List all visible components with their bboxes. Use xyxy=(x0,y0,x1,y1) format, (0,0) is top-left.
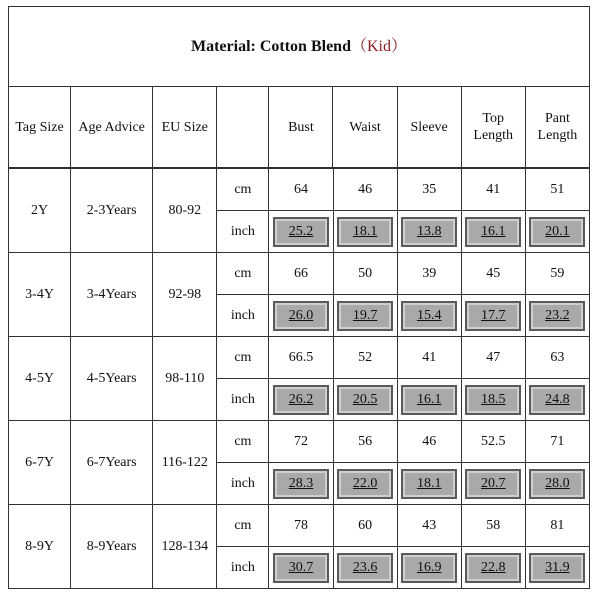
inch-pant-value: 31.9 xyxy=(529,553,585,583)
inch-waist-cell xyxy=(333,295,397,337)
header-eu-size: EU Size xyxy=(153,87,217,168)
size-table xyxy=(8,6,590,168)
inch-bust-cell xyxy=(269,547,333,589)
unit-cm-cell: cm xyxy=(217,337,269,379)
age-advice-cell: 8-9Years xyxy=(71,505,153,589)
inch-waist-cell xyxy=(333,463,397,505)
eu-size-cell: 92-98 xyxy=(153,253,217,337)
inch-waist-value: 22.0 xyxy=(337,469,393,499)
header-pant-length: Pant Length xyxy=(525,87,589,168)
tag-size-cell: 6-7Y xyxy=(9,421,71,505)
inch-waist-cell xyxy=(333,547,397,589)
cm-waist-cell: 56 xyxy=(333,421,397,463)
inch-bust-cell xyxy=(269,295,333,337)
inch-top-value: 22.8 xyxy=(465,553,521,583)
unit-cm-cell: cm xyxy=(217,421,269,463)
unit-cm-cell: cm xyxy=(217,253,269,295)
cm-waist-cell: 60 xyxy=(333,505,397,547)
title-paren-close: ） xyxy=(390,38,407,55)
inch-bust-cell xyxy=(269,463,333,505)
header-top-length: Top Length xyxy=(461,87,525,168)
unit-inch-cell: inch xyxy=(217,547,269,589)
inch-bust-cell xyxy=(269,211,333,253)
inch-pant-value: 23.2 xyxy=(529,301,585,331)
title-paren-open: （ xyxy=(350,38,367,55)
inch-top-cell xyxy=(461,211,525,253)
table-title xyxy=(9,7,590,87)
inch-sleeve-cell xyxy=(397,211,461,253)
inch-sleeve-value: 13.8 xyxy=(401,217,457,247)
tag-size-cell: 3-4Y xyxy=(9,253,71,337)
cm-bust-cell: 78 xyxy=(269,505,333,547)
size-rows xyxy=(8,168,590,589)
inch-top-cell xyxy=(461,379,525,421)
unit-inch-cell: inch xyxy=(217,463,269,505)
inch-sleeve-value: 16.1 xyxy=(401,385,457,415)
cm-top-cell: 47 xyxy=(461,337,525,379)
eu-size-cell: 116-122 xyxy=(153,421,217,505)
inch-pant-cell xyxy=(525,463,589,505)
table-row-cm xyxy=(9,253,590,295)
cm-top-cell: 52.5 xyxy=(461,421,525,463)
table-row-cm xyxy=(9,169,590,211)
inch-top-cell xyxy=(461,463,525,505)
header-unit xyxy=(217,87,269,168)
cm-top-cell: 41 xyxy=(461,169,525,211)
eu-size-cell: 128-134 xyxy=(153,505,217,589)
inch-bust-value: 26.0 xyxy=(273,301,329,331)
header-bust: Bust xyxy=(269,87,333,168)
unit-cm-cell: cm xyxy=(217,505,269,547)
table-row-cm xyxy=(9,505,590,547)
inch-bust-value: 25.2 xyxy=(273,217,329,247)
cm-pant-cell: 59 xyxy=(525,253,589,295)
inch-sleeve-cell xyxy=(397,295,461,337)
cm-sleeve-cell: 43 xyxy=(397,505,461,547)
inch-top-value: 18.5 xyxy=(465,385,521,415)
inch-pant-cell xyxy=(525,211,589,253)
inch-waist-cell xyxy=(333,379,397,421)
inch-sleeve-value: 18.1 xyxy=(401,469,457,499)
inch-sleeve-cell xyxy=(397,547,461,589)
cm-sleeve-cell: 46 xyxy=(397,421,461,463)
age-advice-cell: 3-4Years xyxy=(71,253,153,337)
inch-bust-value: 30.7 xyxy=(273,553,329,583)
inch-sleeve-value: 16.9 xyxy=(401,553,457,583)
cm-sleeve-cell: 39 xyxy=(397,253,461,295)
cm-bust-cell: 72 xyxy=(269,421,333,463)
inch-sleeve-cell xyxy=(397,463,461,505)
inch-bust-value: 28.3 xyxy=(273,469,329,499)
unit-inch-cell: inch xyxy=(217,295,269,337)
cm-waist-cell: 46 xyxy=(333,169,397,211)
header-age-advice: Age Advice xyxy=(71,87,153,168)
inch-pant-value: 20.1 xyxy=(529,217,585,247)
inch-top-value: 20.7 xyxy=(465,469,521,499)
size-chart xyxy=(8,6,590,596)
title-kid: Kid xyxy=(366,38,391,55)
cm-sleeve-cell: 41 xyxy=(397,337,461,379)
inch-bust-value: 26.2 xyxy=(273,385,329,415)
unit-inch-cell: inch xyxy=(217,379,269,421)
cm-top-cell: 45 xyxy=(461,253,525,295)
inch-waist-cell xyxy=(333,211,397,253)
eu-size-cell: 98-110 xyxy=(153,337,217,421)
cm-bust-cell: 66.5 xyxy=(269,337,333,379)
inch-waist-value: 23.6 xyxy=(337,553,393,583)
inch-waist-value: 18.1 xyxy=(337,217,393,247)
cm-bust-cell: 66 xyxy=(269,253,333,295)
inch-waist-value: 19.7 xyxy=(337,301,393,331)
inch-waist-value: 20.5 xyxy=(337,385,393,415)
cm-bust-cell: 64 xyxy=(269,169,333,211)
inch-pant-value: 28.0 xyxy=(529,469,585,499)
cm-waist-cell: 50 xyxy=(333,253,397,295)
age-advice-cell: 6-7Years xyxy=(71,421,153,505)
inch-top-cell xyxy=(461,547,525,589)
header-sleeve: Sleeve xyxy=(397,87,461,168)
cm-pant-cell: 63 xyxy=(525,337,589,379)
cm-pant-cell: 81 xyxy=(525,505,589,547)
cm-sleeve-cell: 35 xyxy=(397,169,461,211)
unit-inch-cell: inch xyxy=(217,211,269,253)
table-row-cm xyxy=(9,421,590,463)
cm-top-cell: 58 xyxy=(461,505,525,547)
inch-top-cell xyxy=(461,295,525,337)
inch-sleeve-value: 15.4 xyxy=(401,301,457,331)
tag-size-cell: 4-5Y xyxy=(9,337,71,421)
inch-top-value: 16.1 xyxy=(465,217,521,247)
header-tag-size: Tag Size xyxy=(9,87,71,168)
unit-cm-cell: cm xyxy=(217,169,269,211)
header-waist: Waist xyxy=(333,87,397,168)
inch-sleeve-cell xyxy=(397,379,461,421)
cm-waist-cell: 52 xyxy=(333,337,397,379)
age-advice-cell: 4-5Years xyxy=(71,337,153,421)
eu-size-cell: 80-92 xyxy=(153,169,217,253)
tag-size-cell: 2Y xyxy=(9,169,71,253)
inch-top-value: 17.7 xyxy=(465,301,521,331)
inch-pant-cell xyxy=(525,547,589,589)
age-advice-cell: 2-3Years xyxy=(71,169,153,253)
table-row-cm xyxy=(9,337,590,379)
title-main: Material: Cotton Blend xyxy=(190,38,351,55)
cm-pant-cell: 71 xyxy=(525,421,589,463)
inch-pant-value: 24.8 xyxy=(529,385,585,415)
inch-pant-cell xyxy=(525,379,589,421)
header-row xyxy=(9,87,590,168)
inch-bust-cell xyxy=(269,379,333,421)
cm-pant-cell: 51 xyxy=(525,169,589,211)
inch-pant-cell xyxy=(525,295,589,337)
tag-size-cell: 8-9Y xyxy=(9,505,71,589)
